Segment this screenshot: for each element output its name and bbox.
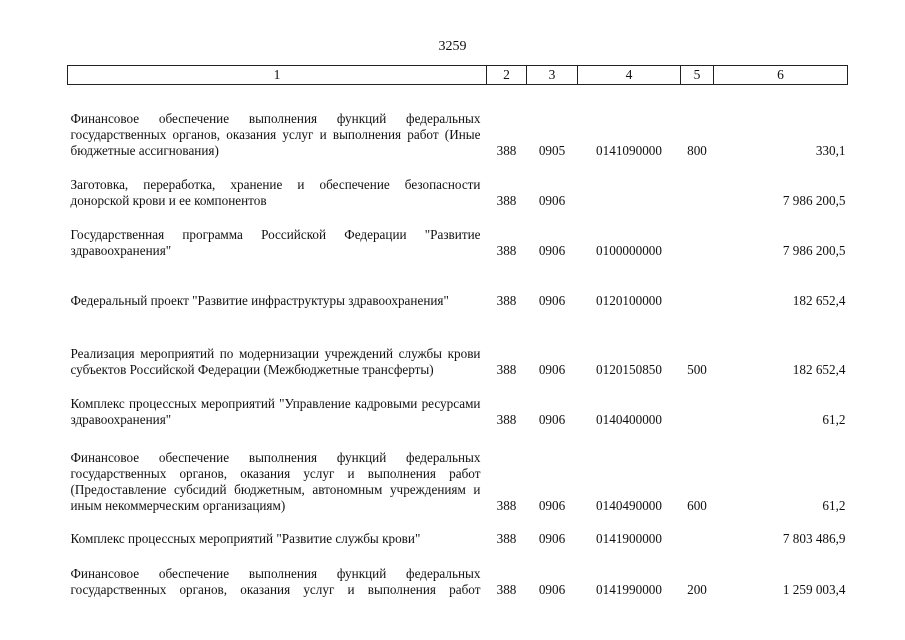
column-header: 4 — [578, 66, 681, 85]
row-gr-code: 388 — [496, 361, 517, 377]
column-header: 1 — [68, 66, 487, 85]
row-amount: 7 803 486,9 — [782, 530, 846, 546]
row-gr-code: 388 — [496, 142, 517, 158]
row-name: Реализация мероприятий по модернизации учреждений службы крови субъектов Российской Федерации (Межбюджетные трансферты) — [70, 345, 481, 377]
row-target-code: 0140490000 — [596, 497, 662, 513]
column-header: 5 — [681, 66, 714, 85]
row-section-code: 0906 — [538, 530, 566, 546]
row-target-code: 0141090000 — [596, 142, 662, 158]
row-expense-type — [681, 378, 714, 428]
table-row — [68, 547, 848, 598]
row-amount: 330,1 — [815, 142, 846, 158]
row-section-code: 0905 — [538, 142, 566, 158]
row-target-code: 0141900000 — [596, 530, 662, 546]
row-section-code: 0906 — [538, 411, 566, 427]
row-gr-code: 388 — [496, 581, 517, 597]
row-name: Финансовое обеспечение выполнения функций федеральных государственных органов, оказания услуг и выполнения работ — [70, 565, 481, 597]
row-section-code: 0906 — [538, 292, 566, 308]
row-gr-code: 388 — [496, 242, 517, 258]
table-row — [68, 378, 848, 428]
row-target-code: 0140400000 — [596, 411, 662, 427]
row-section-code: 0906 — [538, 581, 566, 597]
budget-table — [67, 65, 848, 598]
row-expense-type: 600 — [687, 497, 707, 513]
row-name: Заготовка, переработка, хранение и обеспечение безопасности донорской крови и ее компонентов — [70, 176, 481, 208]
page-number: 3259 — [438, 39, 467, 54]
row-gr-code: 388 — [496, 530, 517, 546]
row-name: Федеральный проект "Развитие инфраструктуры здравоохранения" — [70, 292, 449, 308]
row-name: Комплекс процессных мероприятий "Управление кадровыми ресурсами здравоохранения" — [70, 395, 481, 427]
row-expense-type — [681, 514, 714, 547]
row-section-code: 0906 — [538, 242, 566, 258]
table-row — [68, 159, 848, 209]
row-target-code: 0100000000 — [596, 242, 662, 258]
row-amount: 61,2 — [822, 411, 846, 427]
table-row — [68, 309, 848, 378]
row-gr-code: 388 — [496, 192, 517, 208]
table-row — [68, 514, 848, 547]
row-target-code: 0120150850 — [596, 361, 662, 377]
row-expense-type — [681, 209, 714, 259]
row-expense-type — [681, 259, 714, 309]
row-name: Комплекс процессных мероприятий "Развитие службы крови" — [70, 530, 421, 546]
table-row — [68, 85, 848, 159]
row-amount: 1 259 003,4 — [782, 581, 846, 597]
row-amount: 7 986 200,5 — [782, 192, 846, 208]
row-amount: 182 652,4 — [792, 361, 846, 377]
table-row — [68, 259, 848, 309]
row-amount: 182 652,4 — [792, 292, 846, 308]
row-gr-code: 388 — [496, 292, 517, 308]
row-gr-code: 388 — [496, 411, 517, 427]
row-section-code: 0906 — [538, 192, 566, 208]
row-name: Финансовое обеспечение выполнения функций федеральных государственных органов, оказания услуг и выполнения работ (Иные бюджетные ассигнования) — [70, 110, 481, 158]
row-expense-type: 800 — [687, 142, 707, 158]
row-expense-type: 500 — [687, 361, 707, 377]
column-header: 6 — [714, 66, 848, 85]
row-name: Государственная программа Российской Федерации "Развитие здравоохранения" — [70, 226, 481, 258]
row-amount: 61,2 — [822, 497, 846, 513]
row-target-code: 0120100000 — [596, 292, 662, 308]
row-name: Финансовое обеспечение выполнения функций федеральных государственных органов, оказания услуг и выполнения работ (Предоставление субсидий бюджетным, автономным учреждениям и иным некоммерческим организациям) — [70, 449, 481, 513]
row-section-code: 0906 — [538, 361, 566, 377]
table-row — [68, 428, 848, 514]
row-gr-code: 388 — [496, 497, 517, 513]
row-target-code: 0141990000 — [596, 581, 662, 597]
row-section-code: 0906 — [538, 497, 566, 513]
column-header: 2 — [487, 66, 527, 85]
row-expense-type: 200 — [687, 581, 707, 597]
row-expense-type — [681, 159, 714, 209]
row-target-code — [578, 159, 681, 209]
column-header: 3 — [527, 66, 578, 85]
table-header-row — [68, 66, 848, 85]
row-amount: 7 986 200,5 — [782, 242, 846, 258]
table-row — [68, 209, 848, 259]
